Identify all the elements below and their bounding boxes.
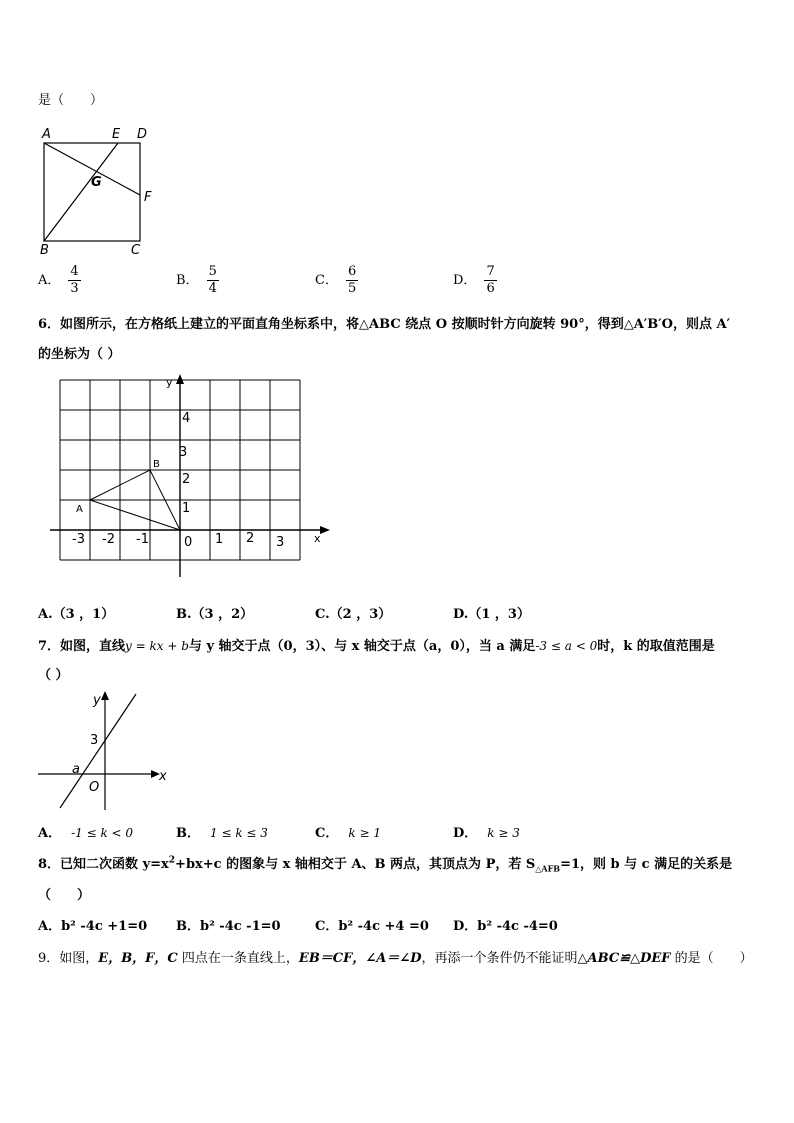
q6-option-b: B.（3 ，2） [176,607,254,622]
q8-option-b: B．b² -4c -1=0 [176,919,281,934]
q5-label-E: E [112,127,121,142]
q6-option-d: D.（1 ，3） [453,607,530,622]
q5-option-a: A． $\frac{4}{3}$ [38,264,79,296]
q6-option-c: C.（2 ，3） [315,607,392,622]
q6-xtick: 2 [246,531,255,546]
q9-text-line1: 9．如图，E，B，F，C 四点在一条直线上，EB＝CF，∠A＝∠D，再添一个条件仍不能证明△ABC≌△DEF 的是（ ） [38,951,753,966]
q8-text-line2: （ ） [38,888,91,903]
q6-ytick: 4 [182,411,191,426]
q5-option-d: D． $\frac{7}{6}$ [453,264,495,296]
q7-text-line2: （ ） [38,668,69,683]
q5-square-figure [36,124,166,259]
q7-label-x: x [159,769,167,784]
q5-label-C: C [131,243,141,258]
q6-ytick: 3 [179,445,188,460]
q6-option-a: A.（3 ，1） [38,607,115,622]
q5-option-c: C． $\frac{6}{5}$ [315,264,357,296]
q6-xtick: -1 [136,532,149,547]
q6-xtick: -2 [102,532,115,547]
q7-line-figure [36,688,176,813]
q6-point-B: B [153,459,160,470]
q6-axis-x: x [314,532,321,545]
q7-option-a: A． -1 ≤ k < 0 [38,826,134,841]
q6-xtick: 0 [184,535,193,550]
q5-label-D: D [137,127,148,142]
q7-option-b: B． 1 ≤ k ≤ 3 [176,826,268,841]
q5-label-F: F [144,190,152,205]
q5-option-b: B． $\frac{5}{4}$ [176,264,217,296]
q7-label-a: a [72,762,80,777]
q8-option-a: A．b² -4c +1=0 [38,919,148,934]
q6-text-line1: 6．如图所示，在方格纸上建立的平面直角坐标系中，将△ABC 绕点 O 按顺时针方向旋转 90°，得到△A′B′O，则点 A′ [38,317,731,332]
q6-xtick: 1 [215,532,224,547]
q7-text-line1: 7．如图，直线y = kx + b与 y 轴交于点（0，3）、与 x 轴交于点（a，0），当 a 满足-3 ≤ a < 0时，k 的取值范围是 [38,639,715,654]
q5-label-A: A [42,127,51,142]
q8-option-d: D．b² -4c -4=0 [453,919,558,934]
q8-text-line1: 8．已知二次函数 $y=x^2+bx+c$ 的图象与 x 轴相交于 A、B 两点，其顶点为 P，若 $S_{\triangle AFB}=1$，则 b 与 c 满足的关系是 [38,855,733,874]
q5-tail: 是（ ） [38,93,104,108]
q7-label-y: y [93,693,101,708]
q6-coordinate-grid [40,372,340,582]
q7-label-O: O [89,780,100,795]
q7-label-3: 3 [90,733,99,748]
q6-ytick: 2 [182,472,191,487]
q6-xtick: -3 [72,532,85,547]
q6-axis-y: y [166,376,173,389]
q6-xtick: 3 [276,535,285,550]
q5-label-B: B [40,243,49,258]
q8-option-c: C．b² -4c +4 =0 [315,919,429,934]
q7-option-c: C． k ≥ 1 [315,826,381,841]
q6-point-A: A [76,504,83,515]
q5-label-G: G [91,175,102,190]
q6-text-line2: 的坐标为（ ） [38,347,121,362]
q7-option-d: D． k ≥ 3 [453,826,520,841]
q6-ytick: 1 [182,501,191,516]
